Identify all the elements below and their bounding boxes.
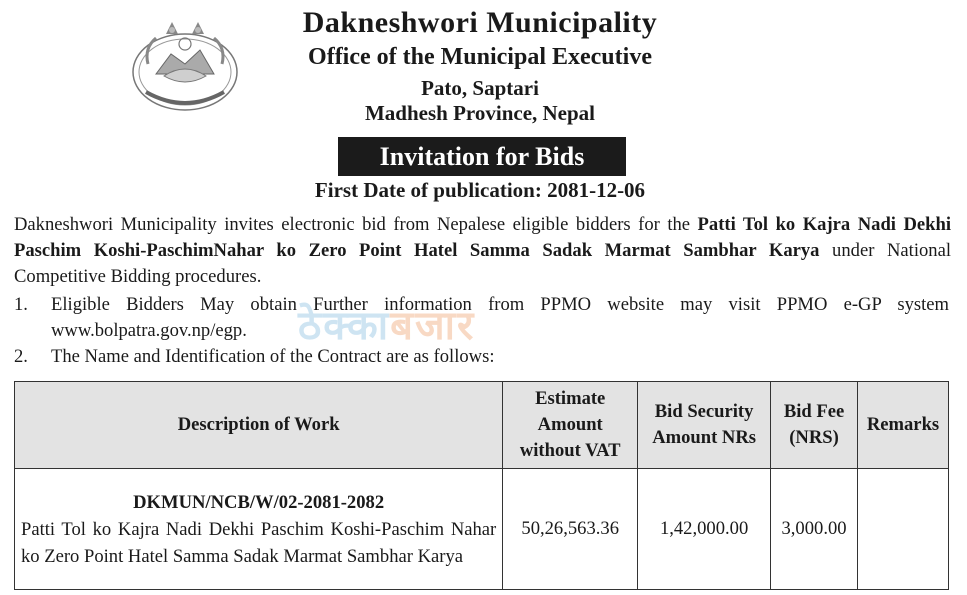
table-header-row	[15, 382, 949, 469]
location-text: Pato, Saptari	[421, 76, 539, 100]
intro-lead: Dakneshwori Municipality invites electronic bid from Nepalese eligible bidders for the	[14, 214, 698, 235]
cell-bid-security: 1,42,000.00	[638, 469, 771, 590]
header-remarks: Remarks	[858, 382, 949, 469]
list-item-number: 2.	[14, 346, 28, 367]
publication-date: First Date of publication: 2081-12-06	[314, 178, 646, 202]
cell-description	[15, 469, 503, 590]
header-bid-security: Bid Security Amount NRs	[638, 382, 771, 469]
contract-table	[14, 381, 949, 590]
work-description: Patti Tol ko Kajra Nadi Dekhi Paschim Koshi-Paschim Nahar ko Zero Point Hatel Samma Sadak Marmat Sambhar Karya	[21, 518, 497, 567]
watermark-part-a: ठेक्का	[298, 303, 391, 349]
cell-estimate: 50,26,563.36	[503, 469, 638, 590]
intro-paragraph	[14, 212, 951, 290]
header-bid-fee: Bid Fee (NRS)	[771, 382, 858, 469]
table-row	[15, 469, 949, 590]
intro-tail: under National Competitive Bidding procedures.	[14, 240, 951, 287]
list-item-text: The Name and Identification of the Contract are as follows:	[51, 346, 495, 367]
municipality-name: Dakneshwori Municipality	[302, 6, 658, 39]
contract-code: DKMUN/NCB/W/02-2081-2082	[133, 491, 385, 513]
project-name: Patti Tol ko Kajra Nadi Dekhi Paschim Koshi-PaschimNahar ko Zero Point Hatel Samma Sadak Marmat Sambhar Karya	[14, 214, 951, 261]
watermark-part-b: बजार	[390, 303, 476, 349]
cell-bid-fee: 3,000.00	[771, 469, 858, 590]
list-item-number: 1.	[14, 294, 28, 315]
header-estimate: Estimate Amount without VAT	[503, 382, 638, 469]
invitation-banner: Invitation for Bids	[338, 137, 626, 176]
nepal-emblem-icon	[126, 14, 244, 114]
office-name: Office of the Municipal Executive	[308, 44, 652, 70]
cell-remarks	[858, 469, 949, 590]
province-text: Madhesh Province, Nepal	[364, 101, 596, 125]
header-description: Description of Work	[15, 382, 503, 469]
egp-link[interactable]: www.bolpatra.gov.np/egp.	[51, 320, 247, 341]
list-item-text: Eligible Bidders May obtain Further information from PPMO website may visit PPMO e-GP system	[51, 294, 949, 315]
